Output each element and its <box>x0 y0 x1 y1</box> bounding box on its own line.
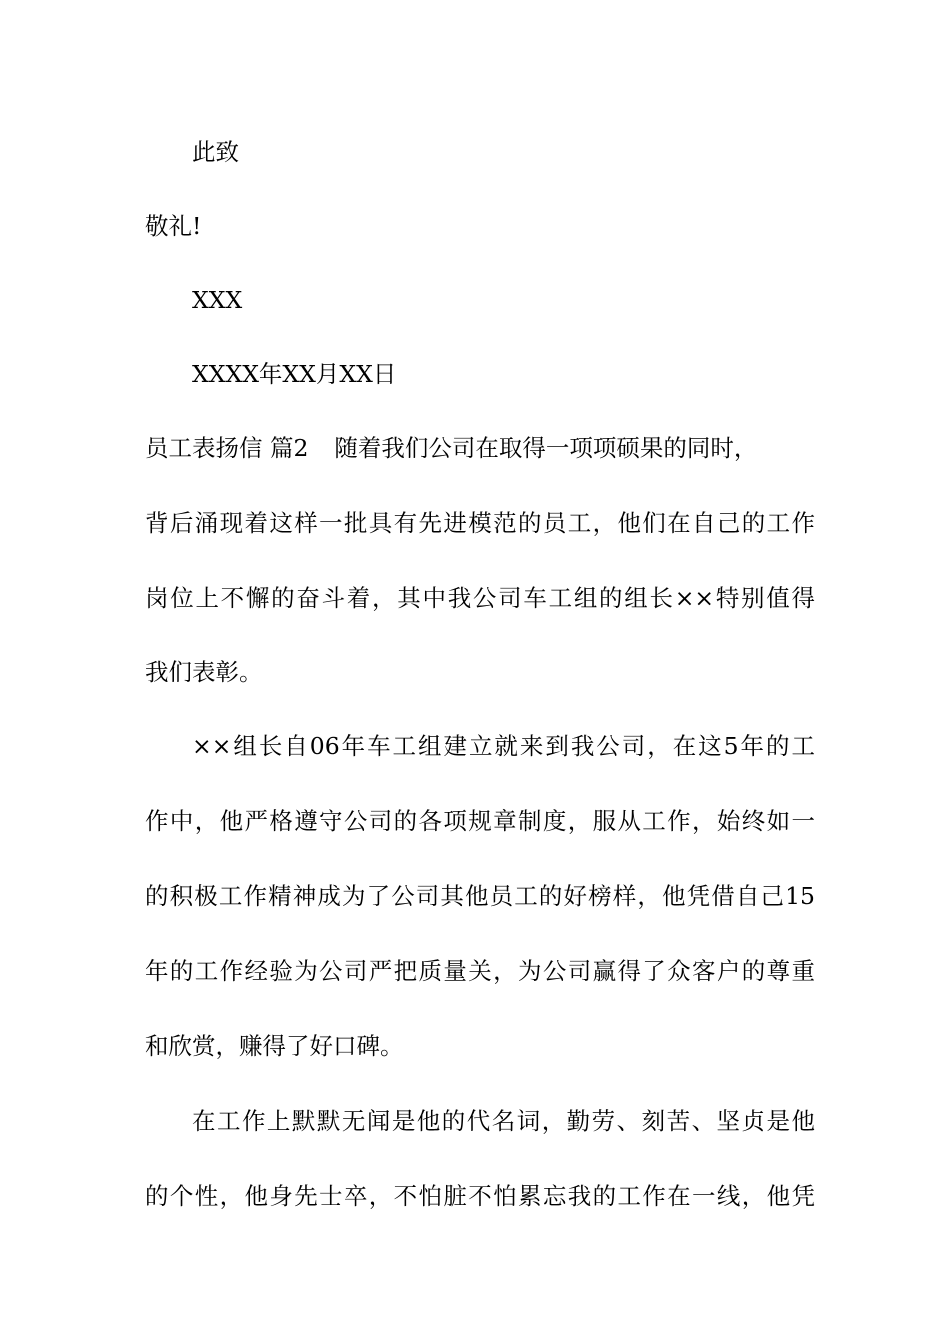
paragraph-1-line-1: 随着我们公司在取得一项项硕果的同时， <box>334 434 758 462</box>
section-heading: 员工表扬信 篇2 <box>145 434 309 462</box>
paragraph-2-line-2: 作中，他严格遵守公司的各项规章制度，服从工作，始终如一 <box>145 807 815 835</box>
paragraph-2-line-4: 年的工作经验为公司严把质量关，为公司赢得了众客户的尊重 <box>145 957 815 985</box>
paragraph-1-line-3: 岗位上不懈的奋斗着，其中我公司车工组的组长××特别值得 <box>145 584 815 612</box>
paragraph-3-line-2: 的个性，他身先士卒，不怕脏不怕累忘我的工作在一线，他凭 <box>145 1182 815 1210</box>
paragraph-1-line-4: 我们表彰。 <box>145 658 263 686</box>
paragraph-2-line-3: 的积极工作精神成为了公司其他员工的好榜样，他凭借自己15 <box>145 882 815 910</box>
signature-line: XXX <box>192 286 243 314</box>
date-line: XXXX年XX月XX日 <box>192 360 397 388</box>
paragraph-2-line-5: 和欣赏，赚得了好口碑。 <box>145 1032 404 1060</box>
closing-line: 此致 <box>192 138 239 166</box>
paragraph-3-line-1: 在工作上默默无闻是他的代名词，勤劳、刻苦、坚贞是他 <box>192 1107 815 1135</box>
salutation-line: 敬礼! <box>145 212 202 240</box>
paragraph-1-line-2: 背后涌现着这样一批具有先进模范的员工，他们在自己的工作 <box>145 509 815 537</box>
paragraph-2-line-1: ××组长自06年车工组建立就来到我公司，在这5年的工 <box>192 732 815 760</box>
section-heading-line <box>145 432 815 464</box>
